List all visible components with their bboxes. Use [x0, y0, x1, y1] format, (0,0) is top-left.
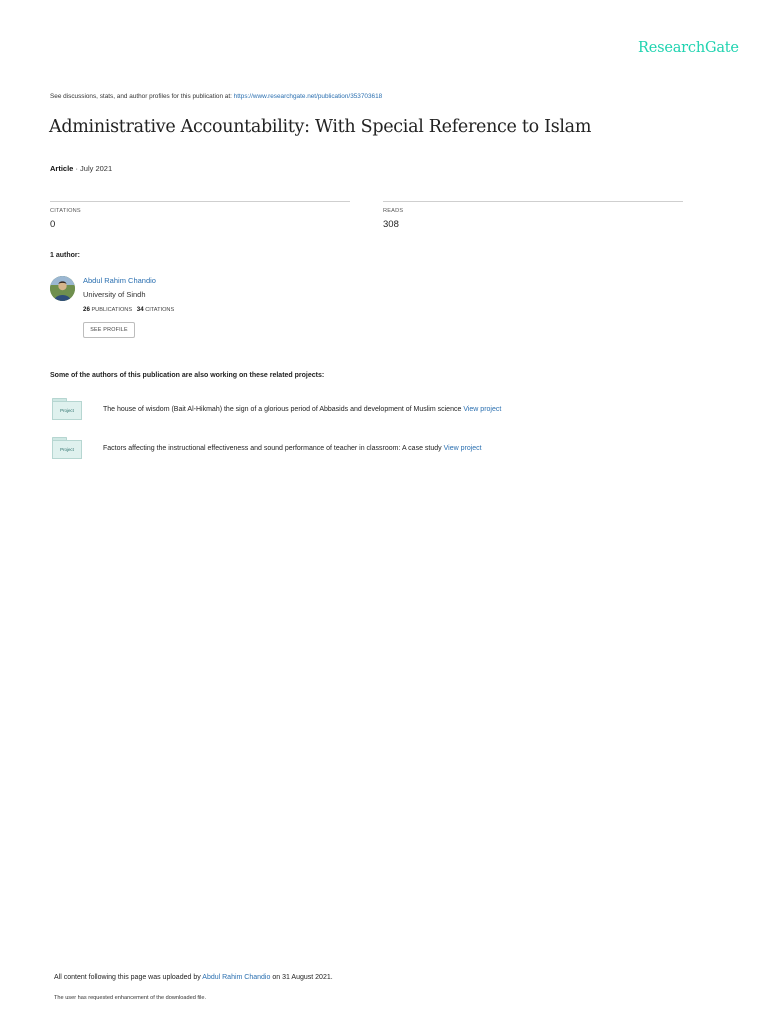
publication-type: Article	[50, 164, 74, 173]
citations-label: CITATIONS	[50, 208, 81, 214]
related-project-item	[103, 406, 501, 413]
author-name-link[interactable]: Abdul Rahim Chandio	[83, 276, 156, 285]
project-icon-label: Project	[52, 401, 82, 420]
see-profile-button[interactable]: SEE PROFILE	[83, 322, 135, 338]
author-stats	[83, 306, 174, 313]
researchgate-logo[interactable]: ResearchGate	[638, 40, 739, 56]
project-icon-label: Project	[52, 440, 82, 459]
project-folder-icon	[52, 437, 82, 459]
discussion-prefix: See discussions, stats, and author profiles for this publication at:	[50, 93, 232, 100]
author-citations-count: 34	[136, 306, 144, 313]
publication-meta	[50, 164, 112, 173]
view-project-link[interactable]: View project	[463, 406, 502, 413]
upload-suffix: on 31 August 2021.	[272, 974, 333, 981]
person-icon	[50, 276, 75, 301]
discussion-line	[50, 93, 382, 100]
citations-value: 0	[50, 219, 56, 230]
author-publications-count: 26	[83, 306, 90, 313]
author-publications-label: PUBLICATIONS	[91, 307, 133, 313]
upload-notice	[54, 974, 333, 981]
related-projects-heading: Some of the authors of this publication are also working on these related projects:	[50, 372, 325, 379]
view-project-link[interactable]: View project	[443, 445, 482, 452]
reads-divider	[383, 201, 683, 202]
upload-prefix: All content following this page was uploaded by	[54, 974, 201, 981]
citations-divider	[50, 201, 350, 202]
related-project-title: The house of wisdom (Bait Al-Hikmah) the sign of a glorious period of Abbasids and development of Muslim science	[103, 406, 462, 413]
enhancement-note: The user has requested enhancement of the downloaded file.	[54, 995, 207, 1001]
author-citations-label: CITATIONS	[145, 307, 175, 313]
publication-date: · July 2021	[75, 164, 113, 173]
reads-value: 308	[383, 219, 399, 230]
publication-url-link[interactable]: https://www.researchgate.net/publication/353703618	[233, 93, 383, 100]
reads-label: READS	[383, 208, 404, 214]
author-institution: University of Sindh	[83, 290, 146, 299]
publication-title: Administrative Accountability: With Special Reference to Islam	[49, 117, 592, 137]
related-project-title: Factors affecting the instructional effectiveness and sound performance of teacher in classroom: A case study	[103, 445, 442, 452]
project-folder-icon	[52, 398, 82, 420]
related-project-item	[103, 445, 482, 452]
uploader-link[interactable]: Abdul Rahim Chandio	[202, 974, 271, 981]
author-avatar[interactable]	[50, 276, 75, 301]
authors-heading: 1 author:	[50, 252, 80, 259]
